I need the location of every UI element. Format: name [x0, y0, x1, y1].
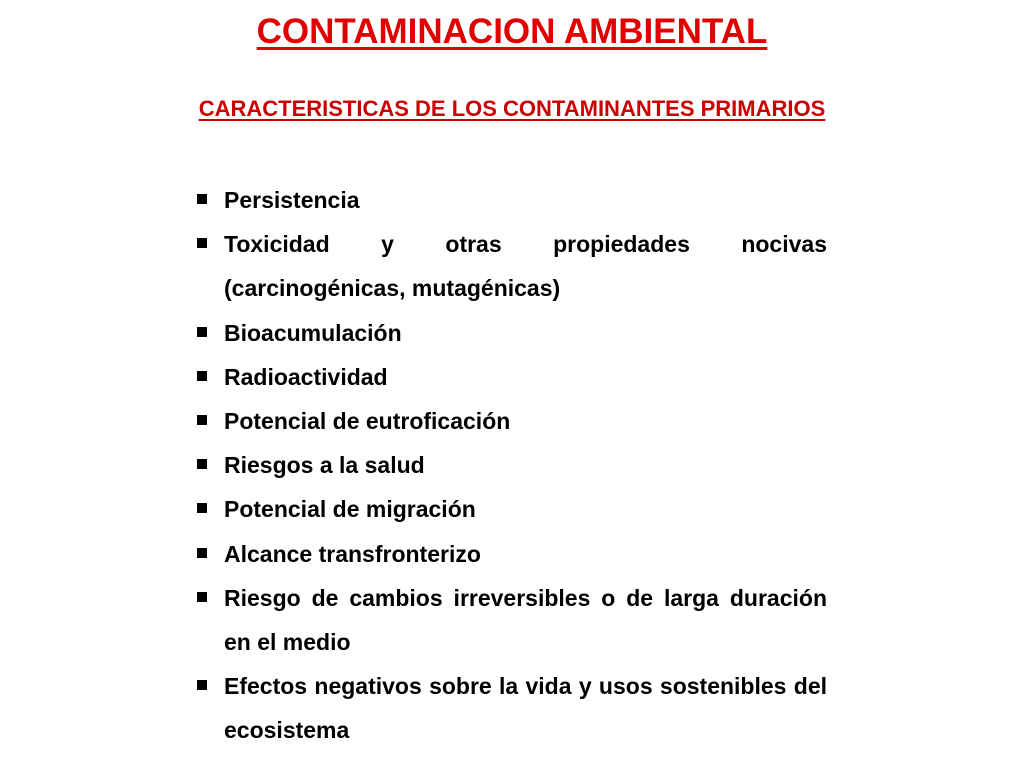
- list-item-text: Alcance transfronterizo: [224, 540, 481, 567]
- square-bullet-icon: [197, 592, 207, 602]
- square-bullet-icon: [197, 459, 207, 469]
- slide-title: CONTAMINACION AMBIENTAL: [256, 12, 768, 51]
- list-item-text: Riesgo de cambios irreversibles o de larga duración en el medio: [224, 584, 827, 656]
- list-item: [197, 178, 827, 222]
- list-item-text: Potencial de migración: [224, 496, 476, 523]
- list-item: [197, 664, 827, 752]
- list-item-text: Persistencia: [224, 187, 360, 213]
- square-bullet-icon: [197, 238, 207, 248]
- square-bullet-icon: [197, 327, 207, 337]
- list-item-text: Toxicidad y otras propiedades nocivas (carcinogénicas, mutagénicas): [224, 231, 827, 302]
- list-item: [197, 222, 827, 310]
- list-item: [197, 576, 827, 664]
- square-bullet-icon: [197, 415, 207, 425]
- square-bullet-icon: [197, 548, 207, 558]
- list-item-text: Bioacumulación: [224, 319, 402, 346]
- square-bullet-icon: [197, 371, 207, 381]
- square-bullet-icon: [197, 680, 207, 690]
- list-item-text: Riesgos a la salud: [224, 452, 425, 479]
- list-item: [197, 487, 827, 531]
- list-item: [197, 443, 827, 487]
- characteristics-list: [197, 178, 827, 753]
- list-item-text: Radioactividad: [224, 363, 388, 390]
- list-item: [197, 355, 827, 399]
- list-item: [197, 399, 827, 443]
- list-item-text: Potencial de eutroficación: [224, 408, 511, 435]
- list-item-text: Efectos negativos sobre la vida y usos sostenibles del ecosistema: [224, 673, 827, 744]
- square-bullet-icon: [197, 194, 207, 204]
- list-item: [197, 311, 827, 355]
- list-item: [197, 532, 827, 576]
- slide-subtitle: CARACTERISTICAS DE LOS CONTAMINANTES PRIMARIOS: [198, 96, 826, 121]
- square-bullet-icon: [197, 503, 207, 513]
